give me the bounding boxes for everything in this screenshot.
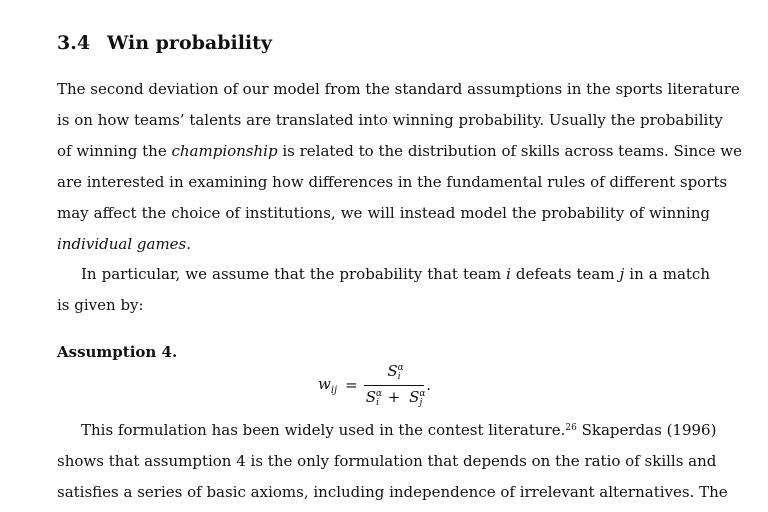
paragraph-literature [57, 415, 728, 508]
math-base: S [387, 361, 398, 380]
text-line: is given by: [57, 296, 144, 314]
text-span: of winning the [57, 142, 172, 160]
math-var-i: i [506, 265, 511, 283]
math-subscript-ij: ij [330, 384, 338, 396]
text-line [57, 229, 710, 260]
assumption-label: Assumption 4. [57, 343, 178, 361]
text-line [57, 415, 717, 446]
math-subscript: j [419, 397, 423, 408]
equation-period: . [426, 376, 432, 394]
text-span: . [186, 235, 192, 253]
win-probability-equation [318, 358, 431, 412]
plus-sign: + [387, 387, 401, 406]
paragraph-assumption-intro [57, 259, 710, 321]
footnote-marker[interactable]: 26 [565, 423, 577, 433]
emphasis-championship: championship [171, 142, 278, 160]
citation-skaperdas: Skaperdas (1996) [576, 421, 717, 439]
math-exponent: α [419, 388, 426, 399]
fraction [364, 362, 425, 409]
text-line: are interested in examining how differences in the fundamental rules of different sports [57, 173, 728, 191]
math-subscript: i [397, 371, 401, 382]
paragraph-intro [57, 74, 742, 260]
section-title: Win probability [107, 32, 272, 54]
emphasis-individual-games: individual games [57, 235, 187, 253]
text-line [57, 136, 742, 167]
math-var-j: j [619, 265, 625, 283]
text-line [57, 259, 710, 290]
math-base: S [409, 387, 420, 406]
math-base: S [365, 387, 377, 406]
text-span: defeats team [510, 265, 620, 283]
text-span: is related to the distribution of skills across teams. Since we [277, 142, 742, 160]
fraction-denominator [364, 386, 425, 409]
text-line: may affect the choice of institutions, we will instead model the probability of winning [57, 204, 710, 222]
math-term-s-i [365, 387, 383, 409]
text-line: The second deviation of our model from the standard assumptions in the sports literature [57, 80, 740, 98]
text-line: satisfies a series of basic axioms, including independence of irrelevant alternatives. The [57, 483, 728, 501]
math-exponent: α [376, 388, 383, 399]
math-term-s-j [409, 387, 426, 409]
section-number: 3.4 [57, 32, 91, 54]
section-heading [57, 28, 272, 58]
text-span: In particular, we assume that the probability that team [81, 265, 507, 283]
text-line: is on how teams’ talents are translated into winning probability. Usually the probability [57, 111, 723, 129]
equals-sign: = [345, 376, 358, 394]
math-exponent: α [397, 362, 404, 373]
text-span: This formulation has been widely used in the contest literature. [81, 421, 566, 439]
math-subscript: i [376, 397, 379, 408]
math-term-s-i [387, 361, 404, 383]
math-var-w: w [318, 374, 331, 393]
fraction-numerator [385, 362, 402, 385]
text-line: shows that assumption 4 is the only formulation that depends on the ratio of skills and [57, 452, 717, 470]
text-span: in a match [624, 265, 710, 283]
equation-lhs [318, 375, 337, 396]
